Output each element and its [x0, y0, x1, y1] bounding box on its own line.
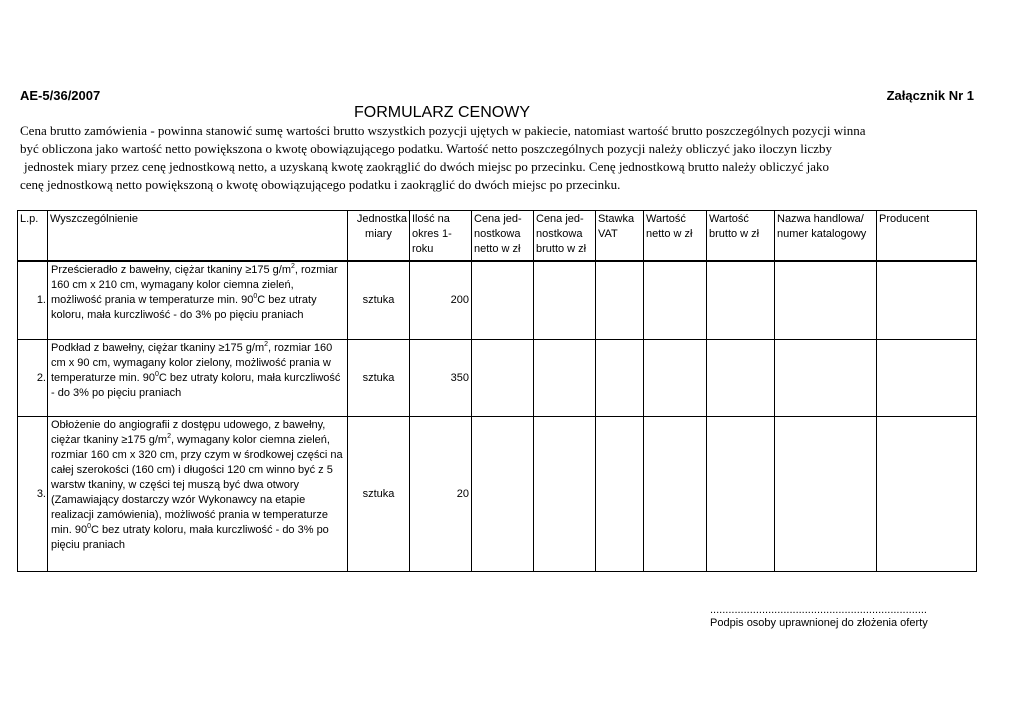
cell-description [48, 417, 348, 572]
header-text: nostkowa [536, 228, 583, 240]
header-nazwa-handlowa [775, 211, 877, 261]
intro-line: cenę jednostkową netto powiększoną o kwotę obowiązującego podatku i zaokrąglić do dwóch miejsc po przecinku. [20, 177, 621, 192]
cell-lp: 3. [18, 417, 48, 572]
header-text: netto w zł [474, 243, 521, 255]
desc-superscript: 0 [154, 371, 159, 378]
cell-value-gross[interactable] [707, 340, 775, 417]
cell-unit-price-net[interactable] [472, 340, 534, 417]
cell-value-gross[interactable] [707, 417, 775, 572]
signature-line: ....................................................................... [710, 604, 927, 616]
header-cena-netto [472, 211, 534, 261]
cell-unit-price-net[interactable] [472, 261, 534, 340]
desc-text: C bez utraty koloru, mała kurczliwość - do 3% po pięciu praniach [51, 524, 329, 551]
cell-description [48, 340, 348, 417]
header-producent: Producent [877, 211, 977, 261]
header-text: numer katalogowy [777, 228, 867, 240]
desc-superscript: 2 [291, 262, 295, 270]
cell-trade-name[interactable] [775, 340, 877, 417]
desc-superscript: 2 [167, 433, 171, 440]
desc-text: Prześcieradło z bawełny, ciężar tkaniny ≥175 g/m [51, 263, 291, 276]
intro-line: Cena brutto zamówienia - powinna stanowić sumę wartości brutto wszystkich pozycji ujętych w pakiecie, natomiast wartość brutto poszczególnych pozycji winna [20, 123, 866, 138]
cell-vat-rate[interactable] [596, 417, 644, 572]
header-text: Nazwa handlowa/ [777, 213, 864, 225]
cell-producer[interactable] [877, 417, 977, 572]
cell-producer[interactable] [877, 261, 977, 340]
header-text: brutto w zł [709, 228, 760, 240]
cell-quantity: 200 [410, 261, 472, 340]
desc-text: , rozmiar 160 cm x 210 cm, wymagany kolor ciemna zieleń, możliwość prania w temperaturze min. 90 [51, 263, 338, 306]
intro-paragraph [20, 122, 980, 194]
desc-superscript: 0 [253, 292, 258, 300]
cell-unit: sztuka [348, 417, 410, 572]
header-text: okres 1- [412, 228, 452, 240]
desc-text: C bez utraty koloru, mała kurczliwość - do 3% po pięciu praniach [51, 293, 317, 321]
header-text: Wartość [646, 213, 686, 225]
page-title: FORMULARZ CENOWY [354, 104, 530, 121]
desc-superscript: 2 [264, 341, 269, 348]
header-text: roku [412, 243, 434, 255]
cell-vat-rate[interactable] [596, 261, 644, 340]
desc-text: , wymagany kolor ciemna zieleń, rozmiar 160 cm x 320 cm, przy czym w środkowej części na całej szerokości (160 cm) i długości 120 cm winno być z 5 warstw tkaniny, w części tej muszą być dwa otwory (Zamawiający dostarczy wzór Wykonawcy na etapie realizacji zamówienia), możliwość prania w temperaturze min. 90 [51, 434, 343, 536]
cell-lp: 2. [18, 340, 48, 417]
header-text: VAT [598, 228, 618, 240]
desc-text: , rozmiar 160 cm x 90 cm, wymagany kolor zielony, możliwość prania w temperaturze min. 90 [51, 342, 333, 384]
cell-quantity: 20 [410, 417, 472, 572]
price-table [17, 210, 977, 572]
cell-vat-rate[interactable] [596, 340, 644, 417]
cell-unit-price-gross[interactable] [534, 340, 596, 417]
header-wartosc-brutto [707, 211, 775, 261]
cell-value-gross[interactable] [707, 261, 775, 340]
cell-unit: sztuka [348, 340, 410, 417]
header-text: Cena jed- [536, 213, 584, 225]
header-text: brutto w zł [536, 243, 587, 255]
cell-value-net[interactable] [644, 261, 707, 340]
header-text: miary [365, 228, 392, 240]
cell-quantity: 350 [410, 340, 472, 417]
table-row [18, 417, 977, 572]
header-text: Wartość [709, 213, 749, 225]
desc-text: Podkład z bawełny, ciężar tkaniny ≥175 g/m [51, 342, 265, 354]
signature-label: Podpis osoby uprawnionej do złożenia oferty [710, 617, 928, 629]
header-text: Jednostka [356, 213, 407, 225]
header-ilosc [410, 211, 472, 261]
header-wyszczegolnienie: Wyszczególnienie [48, 211, 348, 261]
cell-trade-name[interactable] [775, 417, 877, 572]
header-text: Ilość na [412, 213, 450, 225]
header-stawka-vat [596, 211, 644, 261]
desc-text: C bez utraty koloru, mała kurczliwość - do 3% po pięciu praniach [51, 372, 341, 399]
cell-producer[interactable] [877, 340, 977, 417]
table-row [18, 340, 977, 417]
cell-value-net[interactable] [644, 340, 707, 417]
header-text: Cena jed- [474, 213, 522, 225]
document-reference: AE-5/36/2007 [20, 88, 101, 103]
header-lp: L.p. [18, 211, 48, 261]
header-text: nostkowa [474, 228, 521, 240]
table-header-row [18, 211, 977, 261]
cell-value-net[interactable] [644, 417, 707, 572]
cell-description [48, 261, 348, 340]
attachment-label: Załącznik Nr 1 [886, 88, 974, 103]
cell-unit-price-net[interactable] [472, 417, 534, 572]
cell-trade-name[interactable] [775, 261, 877, 340]
desc-superscript: 0 [87, 523, 91, 530]
intro-line: jednostek miary przez cenę jednostkową netto, a uzyskaną kwotę zaokrąglić do dwóch miejsc po przecinku. Cenę jednostkową brutto należy obliczyć jako [24, 159, 829, 174]
intro-line: być obliczona jako wartość netto powiększona o kwotę obowiązującego podatku. Wartość netto poszczególnych pozycji należy obliczyć jako iloczyn liczby [20, 141, 833, 156]
table-row [18, 261, 977, 340]
header-text: netto w zł [646, 228, 693, 240]
header-text: Stawka [598, 213, 635, 225]
header-jednostka-miary [348, 211, 410, 261]
cell-unit: sztuka [348, 261, 410, 340]
desc-text: Obłożenie do angiografii z dostępu udowego, z bawełny, ciężar tkaniny ≥175 g/m [51, 419, 326, 446]
cell-lp: 1. [18, 261, 48, 340]
cell-unit-price-gross[interactable] [534, 417, 596, 572]
cell-unit-price-gross[interactable] [534, 261, 596, 340]
header-cena-brutto [534, 211, 596, 261]
header-wartosc-netto [644, 211, 707, 261]
